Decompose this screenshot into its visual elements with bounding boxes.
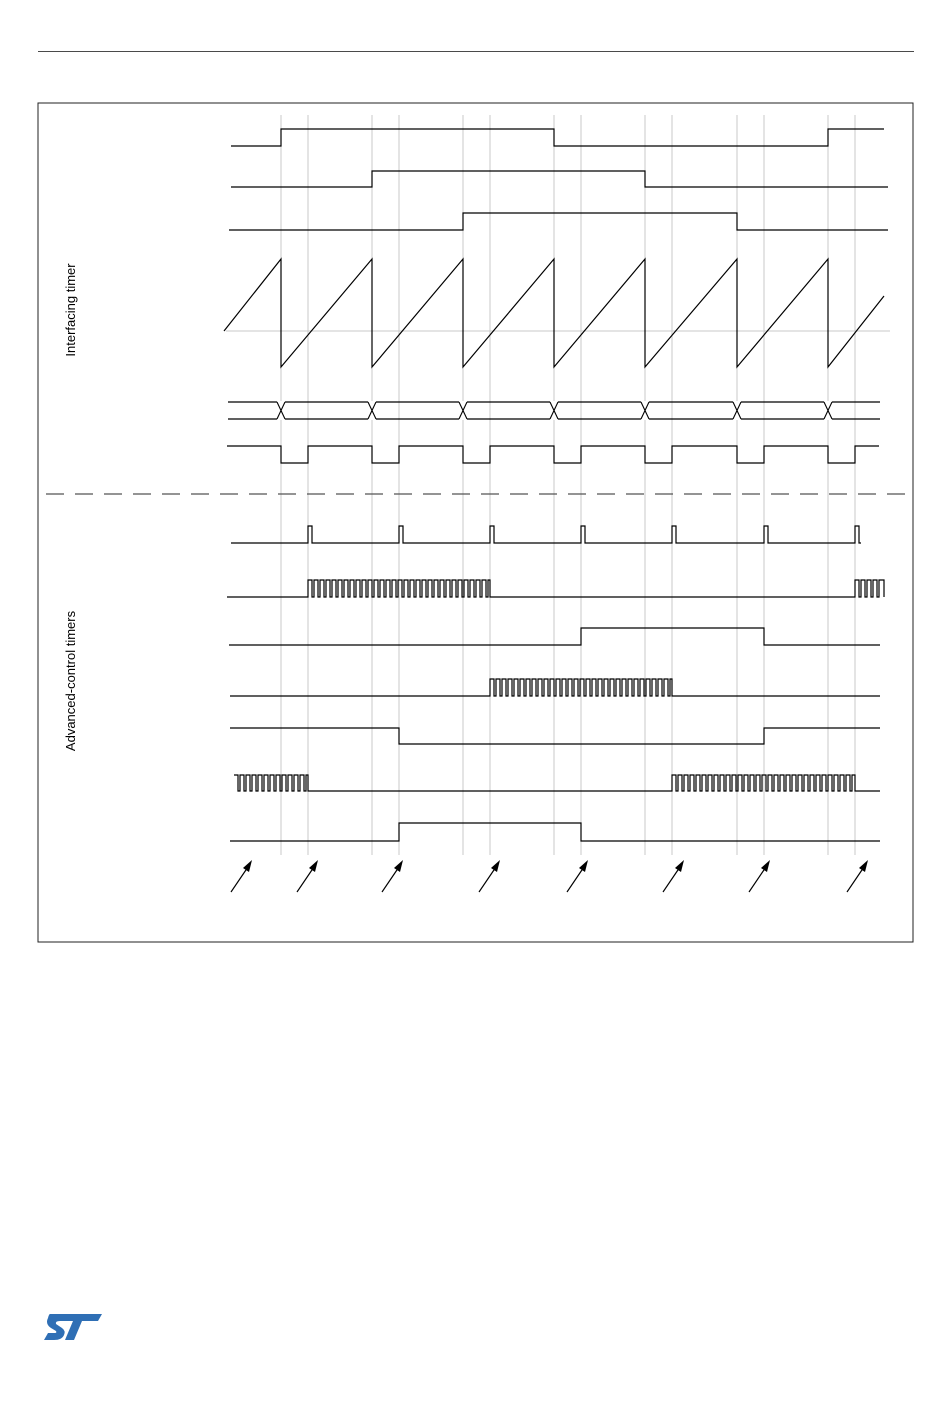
hall-input-1-trace — [231, 129, 884, 146]
signal-traces — [224, 129, 888, 841]
oc2n-trace — [230, 728, 880, 744]
oc3-pwm-trace — [234, 775, 880, 791]
event-arrow-head — [675, 860, 684, 872]
oc2-pwm-trace — [230, 679, 880, 696]
diagram-frame — [38, 103, 913, 942]
interfacing-timer-label: Interfacing timer — [63, 263, 78, 357]
hall-input-3-trace — [229, 213, 888, 230]
st-logo — [42, 1312, 104, 1342]
event-arrow-head — [309, 860, 318, 872]
oc1-pwm-trace — [227, 580, 884, 597]
com-event-trace — [231, 526, 861, 543]
st-logo-shape — [44, 1314, 102, 1340]
advanced-control-timers-label: Advanced-control timers — [63, 610, 78, 752]
event-arrow-head — [859, 860, 868, 872]
hall-input-2-trace — [231, 171, 888, 187]
event-arrow-head — [761, 860, 770, 872]
oc3n-trace — [230, 823, 880, 841]
event-arrow-head — [491, 860, 500, 872]
event-arrow-head — [579, 860, 588, 872]
event-arrow-head — [394, 860, 403, 872]
counter-sawtooth-trace — [224, 259, 884, 367]
event-arrow-head — [243, 860, 252, 872]
trgo-pulse-trace — [227, 446, 879, 463]
event-arrows — [231, 860, 868, 892]
